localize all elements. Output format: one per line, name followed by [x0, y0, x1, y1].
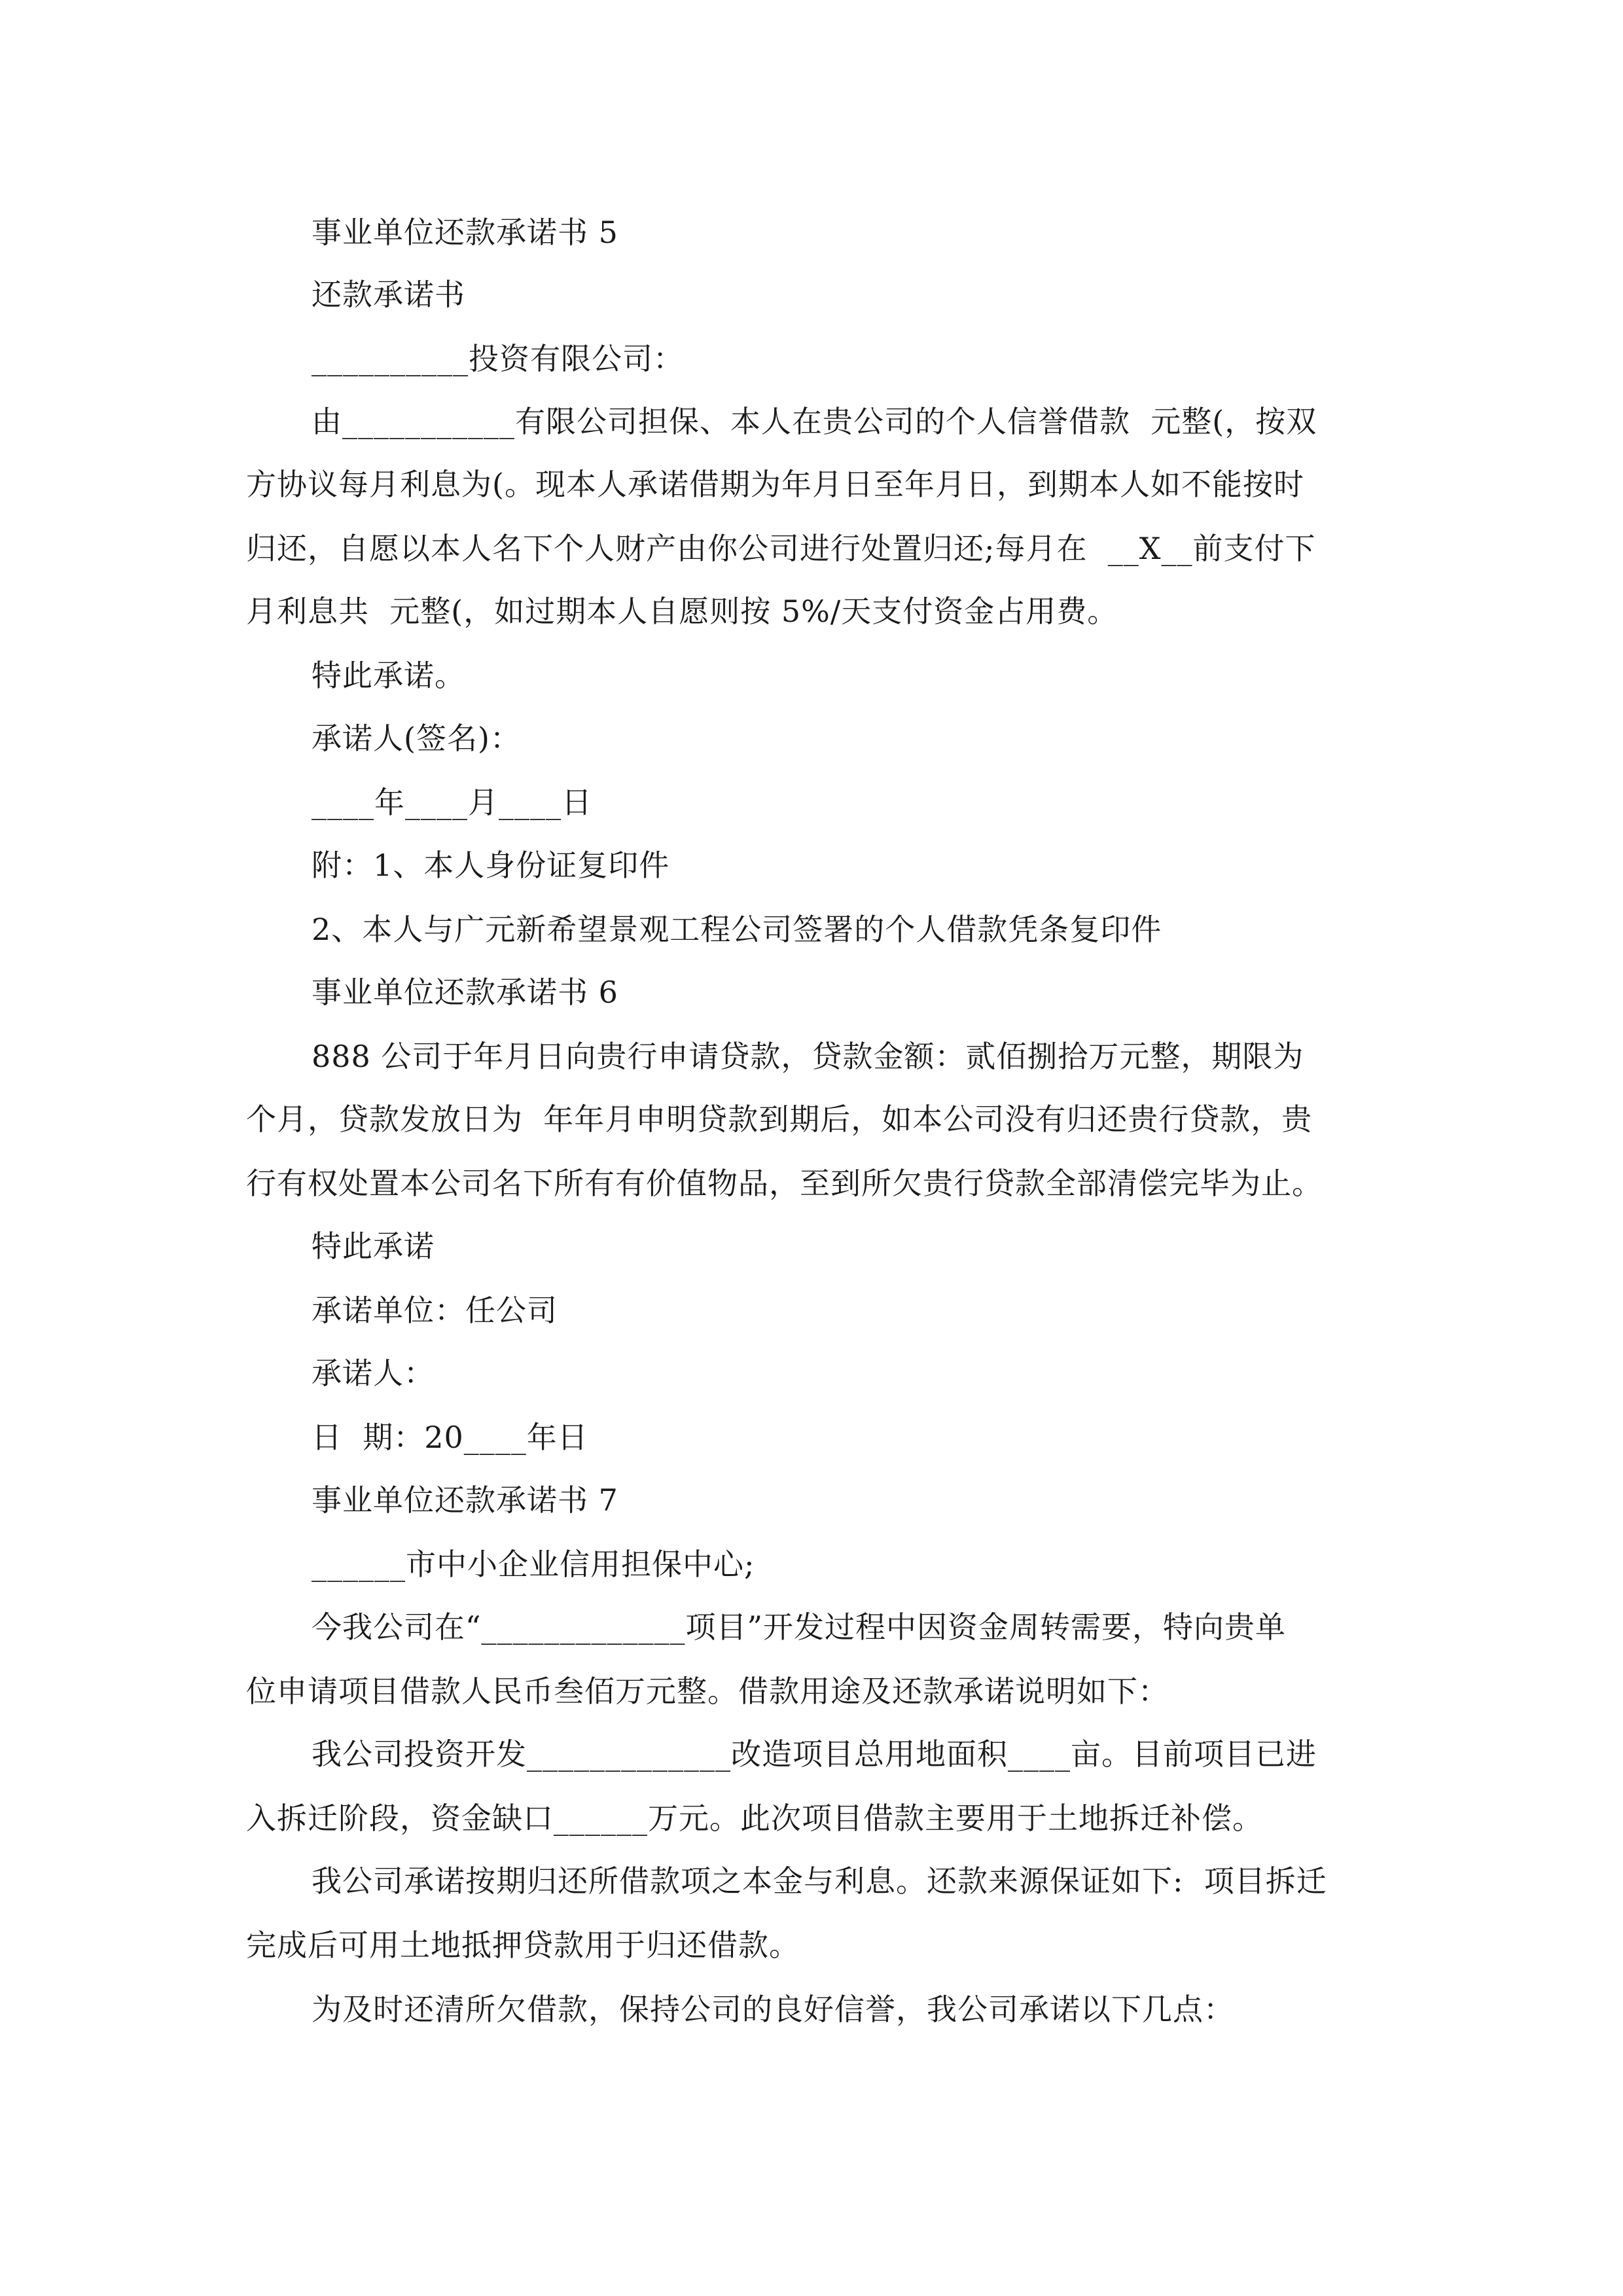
- paragraph-line: 月利息共 元整(，如过期本人自愿则按 5%/天支付资金占用费。: [246, 594, 1118, 629]
- signatory-line: 承诺人：: [312, 1355, 435, 1391]
- section-heading-5: 事业单位还款承诺书 5: [312, 215, 618, 250]
- signatory-line: 承诺人(签名)：: [312, 721, 521, 756]
- section-heading-6: 事业单位还款承诺书 6: [312, 975, 618, 1010]
- addressee: ______市中小企业信用担保中心;: [312, 1547, 755, 1582]
- paragraph-line: 我公司投资开发_____________改造项目总用地面积____亩。目前项目已进: [312, 1736, 1317, 1772]
- signatory-unit-line: 承诺单位：任公司: [312, 1293, 558, 1328]
- section-heading-7: 事业单位还款承诺书 7: [312, 1482, 618, 1518]
- paragraph-line: 方协议每月利息为(。现本人承诺借期为年月日至年月日，到期本人如不能按时: [246, 467, 1304, 502]
- paragraph-line: 个月，贷款发放日为 年年月申明贷款到期后，如本公司没有归还贵行贷款，贵: [246, 1102, 1313, 1137]
- paragraph-line: 入拆迁阶段，资金缺口______万元。此次项目借款主要用于土地拆迁补偿。: [246, 1801, 1263, 1836]
- letter-title: 还款承诺书: [312, 277, 465, 312]
- paragraph-line: 今我公司在“_____________项目”开发过程中因资金周转需要，特向贵单: [312, 1609, 1287, 1645]
- paragraph-line: 888 公司于年月日向贵行申请贷款，贷款金额：贰佰捌拾万元整，期限为: [312, 1039, 1304, 1074]
- paragraph-line: 位申请项目借款人民币叁佰万元整。借款用途及还款承诺说明如下：: [246, 1674, 1169, 1709]
- paragraph-line: 为及时还清所欠借款，保持公司的良好信誉，我公司承诺以下几点：: [312, 1992, 1234, 2027]
- closing-statement: 特此承诺。: [312, 658, 465, 693]
- paragraph-line: 由___________有限公司担保、本人在贵公司的个人信誉借款 元整(，按双: [312, 404, 1317, 439]
- date-line: ____年____月____日: [312, 785, 592, 820]
- paragraph-line: 归还，自愿以本人名下个人财产由你公司进行处置归还;每月在 __X__前支付下: [246, 531, 1316, 566]
- paragraph-line: 我公司承诺按期归还所借款项之本金与利息。还款来源保证如下: 项目拆迁: [312, 1863, 1327, 1899]
- date-line: 日 期：20____年日: [312, 1420, 588, 1455]
- addressee: __________投资有限公司：: [312, 341, 684, 376]
- paragraph-line: 完成后可用土地抵押贷款用于归还借款。: [246, 1928, 800, 1963]
- closing-statement: 特此承诺: [312, 1229, 435, 1264]
- attachment-line: 附：1、本人身份证复印件: [312, 848, 670, 883]
- paragraph-line: 行有权处置本公司名下所有有价值物品，至到所欠贵行贷款全部清偿完毕为止。: [246, 1166, 1323, 1201]
- attachment-line: 2、本人与广元新希望景观工程公司签署的个人借款凭条复印件: [312, 912, 1162, 947]
